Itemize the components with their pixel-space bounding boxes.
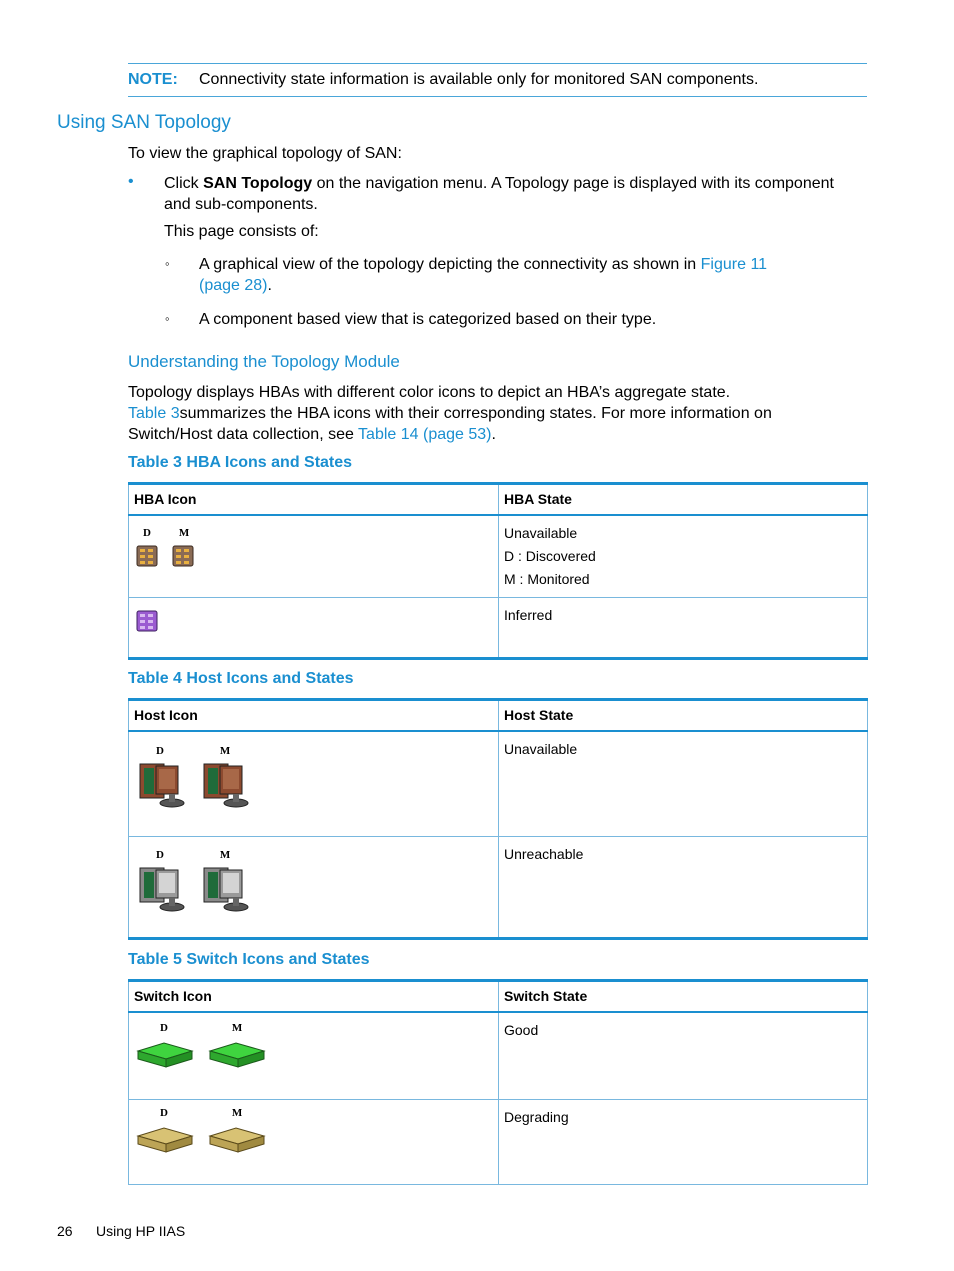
page-28-link[interactable]: (page 28) [199,277,268,294]
sub-bullet-marker-2: ◦ [165,311,170,326]
bullet-marker: • [128,173,134,190]
sub-bullet-marker-1: ◦ [165,256,170,271]
table-3-link[interactable]: Table 3 [128,405,180,422]
switch-degrading-discovered-icon [134,1107,196,1159]
state-text: Unavailable [504,741,578,757]
table-header-row [129,484,868,516]
table-row [129,1100,868,1185]
host-table-caption: Table 4 Host Icons and States [128,670,354,687]
bullet-text [164,173,874,215]
switch-icon-cell [129,1012,499,1100]
icon-letter-d: D [156,849,164,861]
switch-state-cell [499,1012,868,1100]
host-state-cell [499,837,868,939]
table-row [129,598,868,659]
table-header-row [129,981,868,1013]
figure-11-link[interactable]: Figure 11 [700,256,768,273]
hba-discovered-icon [134,527,160,573]
host-unreachable-monitored-icon [198,849,252,921]
state-text: Unreachable [504,846,584,862]
section-title: Using SAN Topology [57,112,231,133]
switch-state-header: Switch State [499,981,868,1013]
icon-letter-m: M [231,1107,243,1119]
icon-letter-d: D [143,527,151,539]
hba-state-cell [499,598,868,659]
switch-good-discovered-icon [134,1022,196,1074]
host-unreachable-discovered-icon [134,849,188,921]
note-box [128,63,867,97]
table-header-row [129,700,868,732]
state-text: Degrading [504,1109,569,1125]
hba-table-caption: Table 3 HBA Icons and States [128,454,353,471]
hba-state-cell [499,515,868,598]
host-icon-header: Host Icon [129,700,499,732]
switch-table-caption: Table 5 Switch Icons and States [128,951,370,968]
sub-bullet-1-text: A graphical view of the topology depicting the connectivity as shown in [199,256,701,273]
host-unavailable-discovered-icon [134,745,188,817]
hba-state-header: HBA State [499,484,868,516]
switch-table [128,979,868,1185]
icon-letter-d: D [160,1107,168,1119]
sub-bullet-2: A component based view that is categorized based on their type. [199,311,657,328]
host-state-cell [499,731,868,837]
switch-icon-header: Switch Icon [129,981,499,1013]
hba-icon-cell [129,598,499,659]
table-14-link[interactable]: Table 14 (page 53) [358,426,492,443]
icon-letter-m: M [231,1022,243,1034]
host-icon-cell [129,837,499,939]
san-topology-term: SAN Topology [203,175,313,192]
hba-monitored-icon [170,527,196,573]
table-row [129,515,868,598]
hba-table [128,482,868,660]
switch-state-cell [499,1100,868,1185]
bullet-line2: and sub-components. [164,196,318,213]
icon-letter-m: M [178,527,190,539]
icon-letter-m: M [219,745,231,757]
module-line3-end: . [491,426,496,443]
state-text: M : Monitored [504,571,590,587]
state-text: Unavailable [504,525,578,541]
switch-icon-cell [129,1100,499,1185]
consists-text: This page consists of: [164,223,319,240]
host-icon-cell [129,731,499,837]
table-row [129,837,868,939]
hba-icon-cell [129,515,499,598]
module-line3: Switch/Host data collection, see [128,426,359,443]
module-line1: Topology displays HBAs with different color icons to depict an HBA’s aggregate state. [128,384,731,401]
hba-icon-header: HBA Icon [129,484,499,516]
module-line2: summarizes the HBA icons with their corresponding states. For more information on [179,405,772,422]
state-text: Inferred [504,607,553,623]
switch-degrading-monitored-icon [206,1107,268,1159]
table-row [129,1012,868,1100]
footer-page-number: 26 [57,1223,73,1239]
icon-letter-d: D [160,1022,168,1034]
module-title: Understanding the Topology Module [128,352,400,371]
sub-bullet-1-end: . [267,277,272,294]
note-label: NOTE: [128,71,178,88]
icon-letter-d: D [156,745,164,757]
host-unavailable-monitored-icon [198,745,252,817]
footer-title: Using HP IIAS [96,1223,186,1239]
module-paragraph [128,382,873,445]
state-text: Good [504,1022,539,1038]
note-text: Connectivity state information is available only for monitored SAN components. [199,71,759,88]
sub-bullet-1 [199,254,869,296]
switch-good-monitored-icon [206,1022,268,1074]
host-state-header: Host State [499,700,868,732]
section-intro: To view the graphical topology of SAN: [128,145,402,162]
host-table [128,698,868,940]
table-row [129,731,868,837]
state-text: D : Discovered [504,548,596,564]
bullet-prefix: Click [164,175,204,192]
icon-letter-m: M [219,849,231,861]
bullet-line1: on the navigation menu. A Topology page is displayed with its component [312,175,834,192]
hba-inferred-icon [134,609,160,638]
